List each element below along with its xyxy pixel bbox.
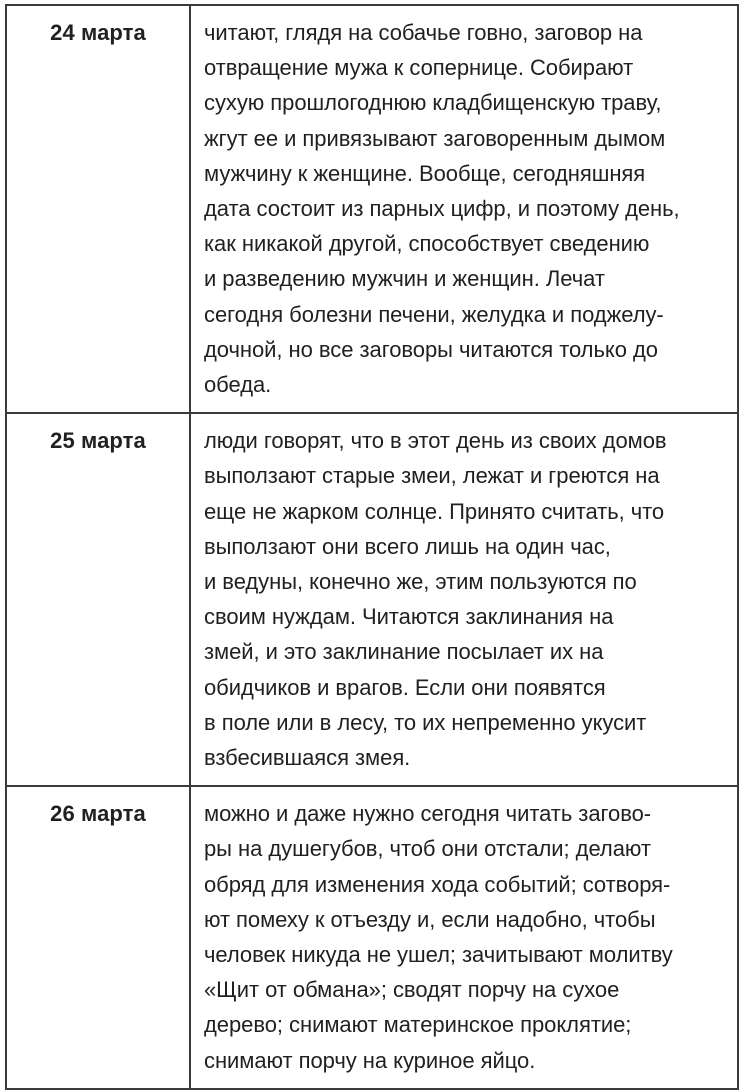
calendar-table <box>5 4 739 1090</box>
description-line: обеда. <box>204 372 272 398</box>
description-line: снимают порчу на куриное яйцо. <box>204 1047 536 1073</box>
description-line: дочной, но все заговоры читаются только до <box>204 336 658 362</box>
description-line: и разведению мужчин и женщин. Лечат <box>204 266 605 292</box>
description-line: «Щит от обмана»; сводят порчу на сухое <box>204 977 620 1003</box>
description-line: ры на душегубов, чтоб они отстали; делают <box>204 836 651 862</box>
description-line: ют помеху к отъезду и, если надобно, чтобы <box>204 906 656 932</box>
description-line: мужчину к женщине. Вообще, сегодняшняя <box>204 160 646 186</box>
description-line: отвращение мужа к сопернице. Собирают <box>204 55 634 81</box>
date-cell <box>6 786 190 1089</box>
description-line: выползают они всего лишь на один час, <box>204 533 611 559</box>
description-cell <box>190 786 738 1089</box>
description-line: можно и даже нужно сегодня читать загово- <box>204 801 652 827</box>
description-line: обидчиков и врагов. Если они появятся <box>204 674 606 700</box>
description-line: выползают старые змеи, лежат и греются на <box>204 463 660 489</box>
description-cell <box>190 5 738 413</box>
calendar-table-body <box>6 5 738 1089</box>
date-label: 25 марта <box>50 428 146 454</box>
description-cell <box>190 413 738 786</box>
description-line: дерево; снимают материнское проклятие; <box>204 1012 632 1038</box>
description-line: змей, и это заклинание посылает их на <box>204 639 604 665</box>
date-cell <box>6 413 190 786</box>
description-line: как никакой другой, способствует сведению <box>204 231 650 257</box>
description-line: читают, глядя на собачье говно, заговор на <box>204 20 643 45</box>
description-line: сегодня болезни печени, желудка и поджелу- <box>204 301 664 327</box>
date-cell <box>6 5 190 413</box>
description-line: сухую прошлогоднюю кладбищенскую траву, <box>204 90 662 116</box>
date-label: 24 марта <box>50 20 146 45</box>
description-line: и ведуны, конечно же, этим пользуются по <box>204 569 637 595</box>
description-line: своим нуждам. Читаются заклинания на <box>204 604 614 630</box>
description-line: жгут ее и привязывают заговоренным дымом <box>204 125 666 151</box>
description-line: еще не жарком солнце. Принято считать, что <box>204 498 665 524</box>
description-line: обряд для изменения хода событий; сотворя- <box>204 871 671 897</box>
description-line: человек никуда не ушел; зачитывают молитву <box>204 942 673 968</box>
description-line: люди говорят, что в этот день из своих домов <box>204 428 667 454</box>
description-line: в поле или в лесу, то их непременно укусит <box>204 709 647 735</box>
table-row <box>6 786 738 1089</box>
description-line: дата состоит из парных цифр, и поэтому день, <box>204 196 680 222</box>
table-row <box>6 5 738 413</box>
table-row <box>6 413 738 786</box>
description-line: взбесившаяся змея. <box>204 745 411 771</box>
date-label: 26 марта <box>50 801 146 827</box>
